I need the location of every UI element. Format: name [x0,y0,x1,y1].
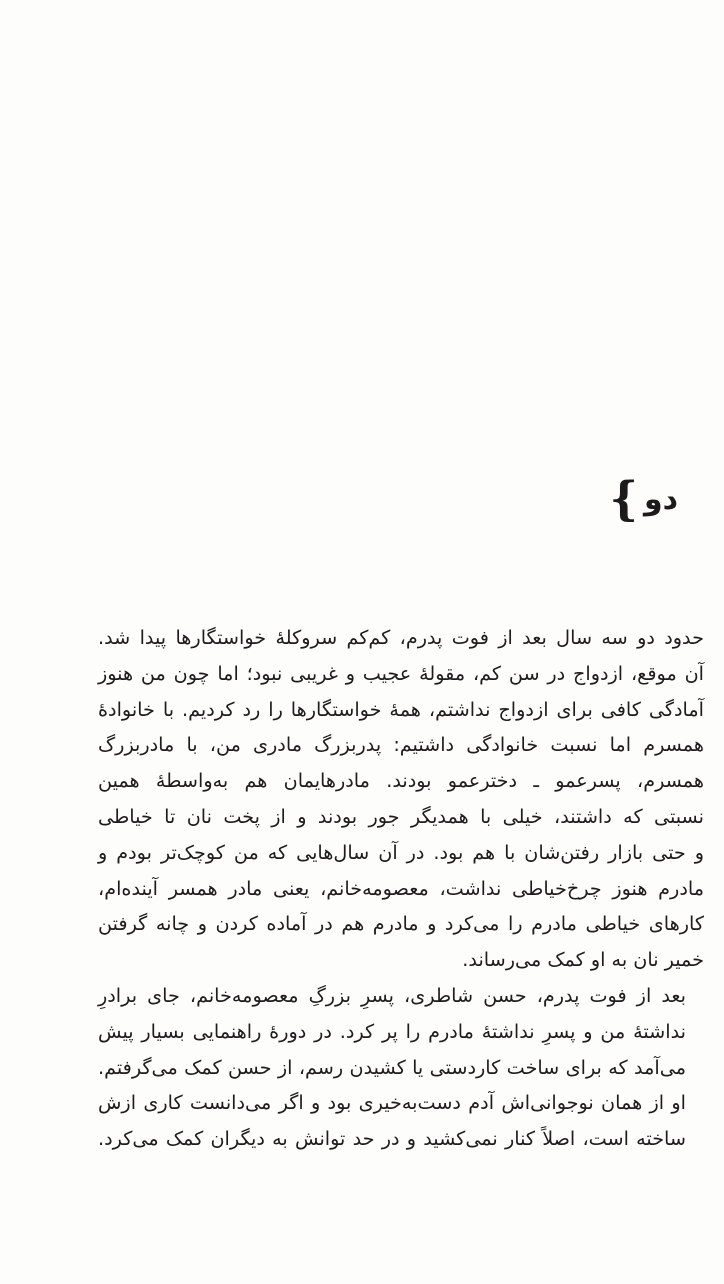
text-line: ساخته است، اصلاً کنار نمی‌کشید و در حد توانش به دیگران کمک می‌کرد. [98,1127,686,1151]
paragraph-2 [98,978,704,1157]
chapter-title: دو [643,482,678,517]
text-line: مادرم هنوز چرخ‌خیاطی نداشت، معصومه‌خانم، یعنی مادر همسر آینده‌ام، [98,876,704,900]
text-line: خمیر نان به او کمک می‌رساند. [462,948,704,972]
text-line: او از همان نوجوانی‌اش آدم دست‌به‌خیری بود و اگر می‌دانست کاری ازش [98,1091,686,1115]
text-line: نسبتی که داشتند، خیلی با همدیگر جور بودند و از پخت نان تا خیاطی [98,804,704,828]
text-line: آمادگی کافی برای ازدواج نداشتم، همهٔ خواستگارها را رد کردیم. با خانوادهٔ [98,697,704,721]
text-line: حدود دو سه سال بعد از فوت پدرم، کم‌کم سروکلهٔ خواستگارها پیدا شد. [98,626,704,649]
text-line: همسرم، پسرعمو ـ دخترعمو بودند. مادرهایمان هم به‌واسطهٔ همین [98,769,704,793]
text-line: و حتی بازار رفتن‌شان با هم بود. در آن سال‌هایی که من کوچک‌تر بودم و [98,840,704,864]
chapter-heading [609,472,678,527]
text-line: کارهای خیاطی مادرم را می‌کرد و مادرم هم در آماده کردن و چانه گرفتن [98,912,704,936]
text-line: بعد از فوت پدرم، حسن شاطری، پسرِ بزرگِ معصومه‌خانم، جای برادرِ [98,983,686,1007]
text-line: همسرم اما نسبت خانوادگی داشتیم: پدربزرگ مادری من، با مادربزرگ [98,733,704,757]
chapter-bracket-ornament: } [609,472,638,527]
text-line: نداشتهٔ من و پسرِ نداشتهٔ مادرم را پر کرد. در دورهٔ راهنمایی بسیار پیش [98,1019,686,1043]
text-line: می‌آمد که برای ساخت کاردستی یا کشیدن رسم، از حسن کمک می‌گرفتم. [98,1055,686,1079]
text-line: آن موقع، ازدواج در سن کم، مقولهٔ عجیب و غریبی نبود؛ اما چون من هنوز [98,661,704,685]
body-text [98,620,704,1157]
paragraph-1 [98,620,704,978]
